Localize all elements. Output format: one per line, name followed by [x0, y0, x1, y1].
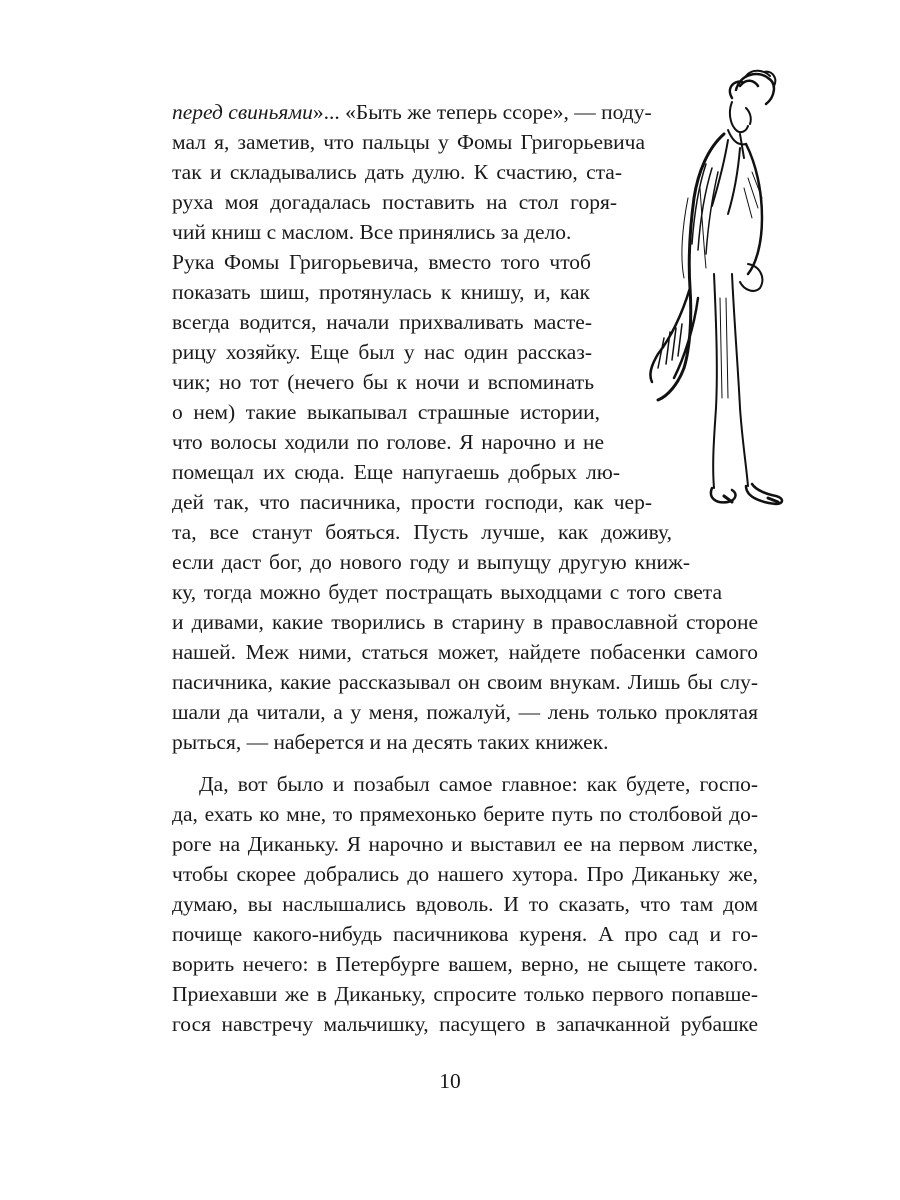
text-line: ку, тогда можно будет постращать выходцами с того света	[172, 580, 722, 604]
text-line: Рука Фомы Григорьевича, вместо того чтоб	[172, 250, 591, 274]
text-line: если даст бог, до нового году и выпущу другую книж-	[172, 550, 690, 574]
text-line: и дивами, какие творились в старину в православной стороне	[172, 610, 758, 634]
page-number: 10	[439, 1069, 461, 1093]
text-line: нашей. Меж ними, статься может, найдете побасенки самого	[172, 640, 758, 664]
text-line: чий книш с маслом. Все принялись за дело.	[172, 220, 572, 244]
text-line: рицу хозяйку. Еще был у нас один рассказ-	[172, 340, 592, 364]
text-line: думаю, вы наслышались вдоволь. И то сказать, что там дом	[172, 892, 758, 916]
text-line: показать шиш, протянулась к книшу, и, как	[172, 280, 590, 304]
text-line: так и складывались дать дулю. К счастию, ста-	[172, 160, 622, 184]
text-line: Приехавши же в Диканьку, спросите только первого попавше-	[172, 982, 758, 1006]
text-line: дей так, что пасичника, прости господи, как чер-	[172, 490, 652, 514]
text-line: гося навстречу мальчишку, пасущего в запачканной рубашке	[172, 1012, 758, 1036]
text-line: мал я, заметив, что пальцы у Фомы Григорьевича	[172, 130, 645, 154]
text-line: помещал их сюда. Еще напугаешь добрых лю-	[172, 460, 620, 484]
text-line: руха моя догадалась поставить на стол горя-	[172, 190, 617, 214]
text-line: чик; но тот (нечего бы к ночи и вспоминать	[172, 370, 594, 394]
text-line: о нем) такие выкапывал страшные истории,	[172, 400, 600, 424]
text-line: да, ехать ко мне, то прямехонько берите путь по столбовой до-	[172, 802, 758, 826]
text-line: роге на Диканьку. Я нарочно и выставил ее на первом листке,	[172, 832, 758, 856]
text-line: почище какого-нибудь пасичникова куреня. А про сад и го-	[172, 922, 758, 946]
text-line: Да, вот было и позабыл самое главное: как будете, госпо-	[199, 772, 758, 796]
text-line	[172, 97, 652, 127]
italic-phrase: перед свиньями	[172, 100, 313, 124]
text-line: та, все станут бояться. Пусть лучше, как доживу,	[172, 520, 672, 544]
man-standing-illustration	[628, 68, 788, 538]
text-line: пасичника, какие рассказывал он своим внукам. Лишь бы слу-	[172, 670, 758, 694]
text-line: рыться, — наберется и на десять таких книжек.	[172, 730, 609, 754]
text-line: всегда водится, начали прихваливать масте-	[172, 310, 592, 334]
line-text: »... «Быть же теперь ссоре», — поду-	[312, 100, 652, 124]
text-line: ворить нечего: в Петербурге вашем, верно, не сыщете такого.	[172, 952, 758, 976]
text-line: шали да читали, а у меня, пожалуй, — лень только проклятая	[172, 700, 758, 724]
text-line: что волосы ходили по голове. Я нарочно и не	[172, 430, 604, 454]
text-line: чтобы скорее добрались до нашего хутора. Про Диканьку же,	[172, 862, 758, 886]
